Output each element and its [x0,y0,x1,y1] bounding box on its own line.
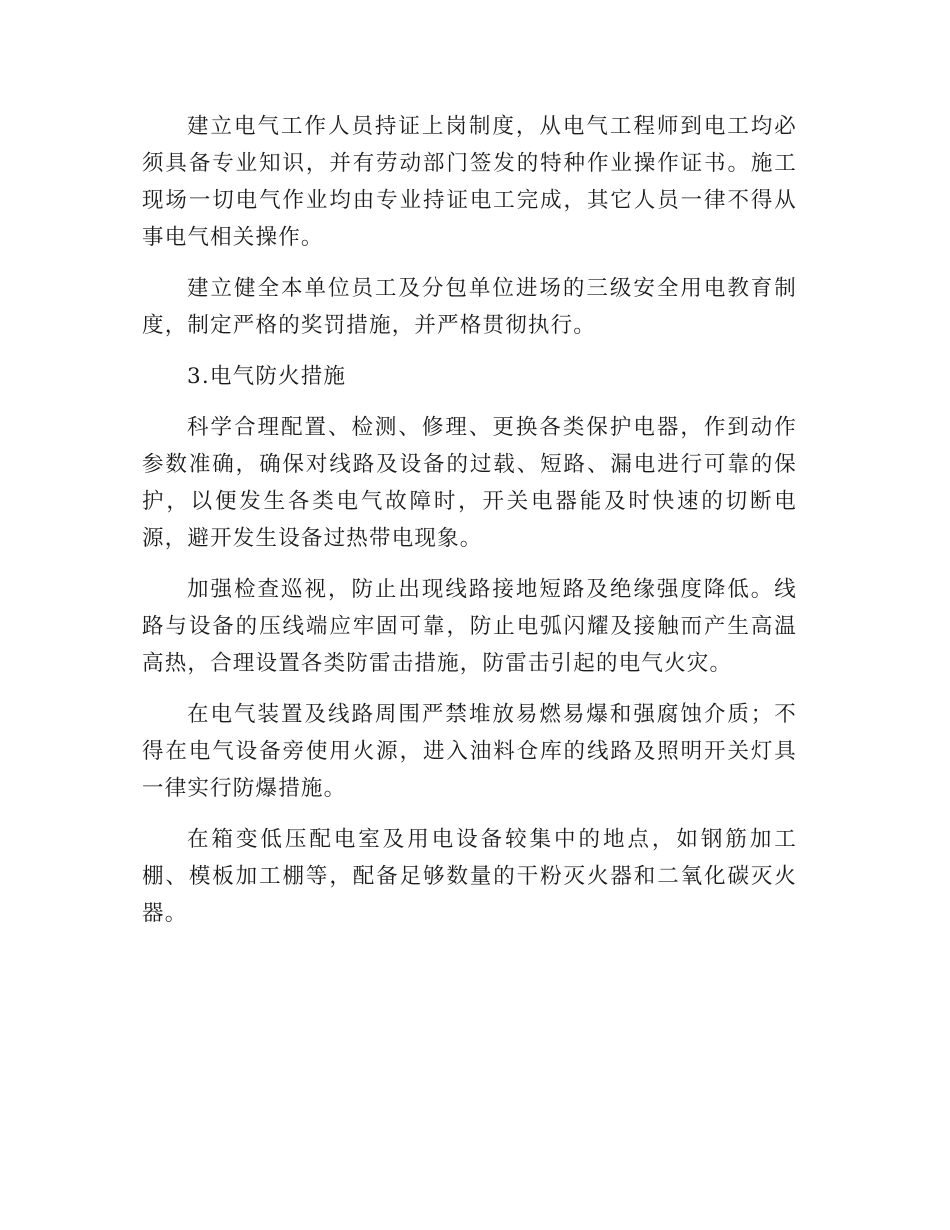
section-heading: 3.电气防火措施 [187,364,347,389]
paragraph-certification: 建立电气工作人员持证上岗制度，从电气工程师到电工均必须具备专业知识，并有劳动部门签发的特种作业操作证书。施工现场一切电气作业均由专业持证电工完成，其它人员一律不得从事电气相关操作。 [142,114,797,250]
paragraph-flammables: 在电气装置及线路周围严禁堆放易燃易爆和强腐蚀介质；不得在电气设备旁使用火源，进入油料仓库的线路及照明开关灯具一律实行防爆措施。 [142,702,797,801]
paragraph-inspection: 加强检查巡视，防止出现线路接地短路及绝缘强度降低。线路与设备的压线端应牢固可靠，防止电弧闪耀及接触而产生高温高热，合理设置各类防雷击措施，防雷击引起的电气火灾。 [142,577,797,676]
paragraph-safety-education: 建立健全本单位员工及分包单位进场的三级安全用电教育制度，制定严格的奖罚措施，并严格贯彻执行。 [142,276,797,338]
paragraph-protective-devices: 科学合理配置、检测、修理、更换各类保护电器，作到动作参数准确，确保对线路及设备的过载、短路、漏电进行可靠的保护，以便发生各类电气故障时，开关电器能及时快速的切断电源，避开发生设备过热带电现象。 [142,415,797,551]
paragraph-extinguishers: 在箱变低压配电室及用电设备较集中的地点，如钢筋加工棚、模板加工棚等，配备足够数量的干粉灭火器和二氧化碳灭火器。 [142,827,797,926]
document-page [142,108,797,946]
